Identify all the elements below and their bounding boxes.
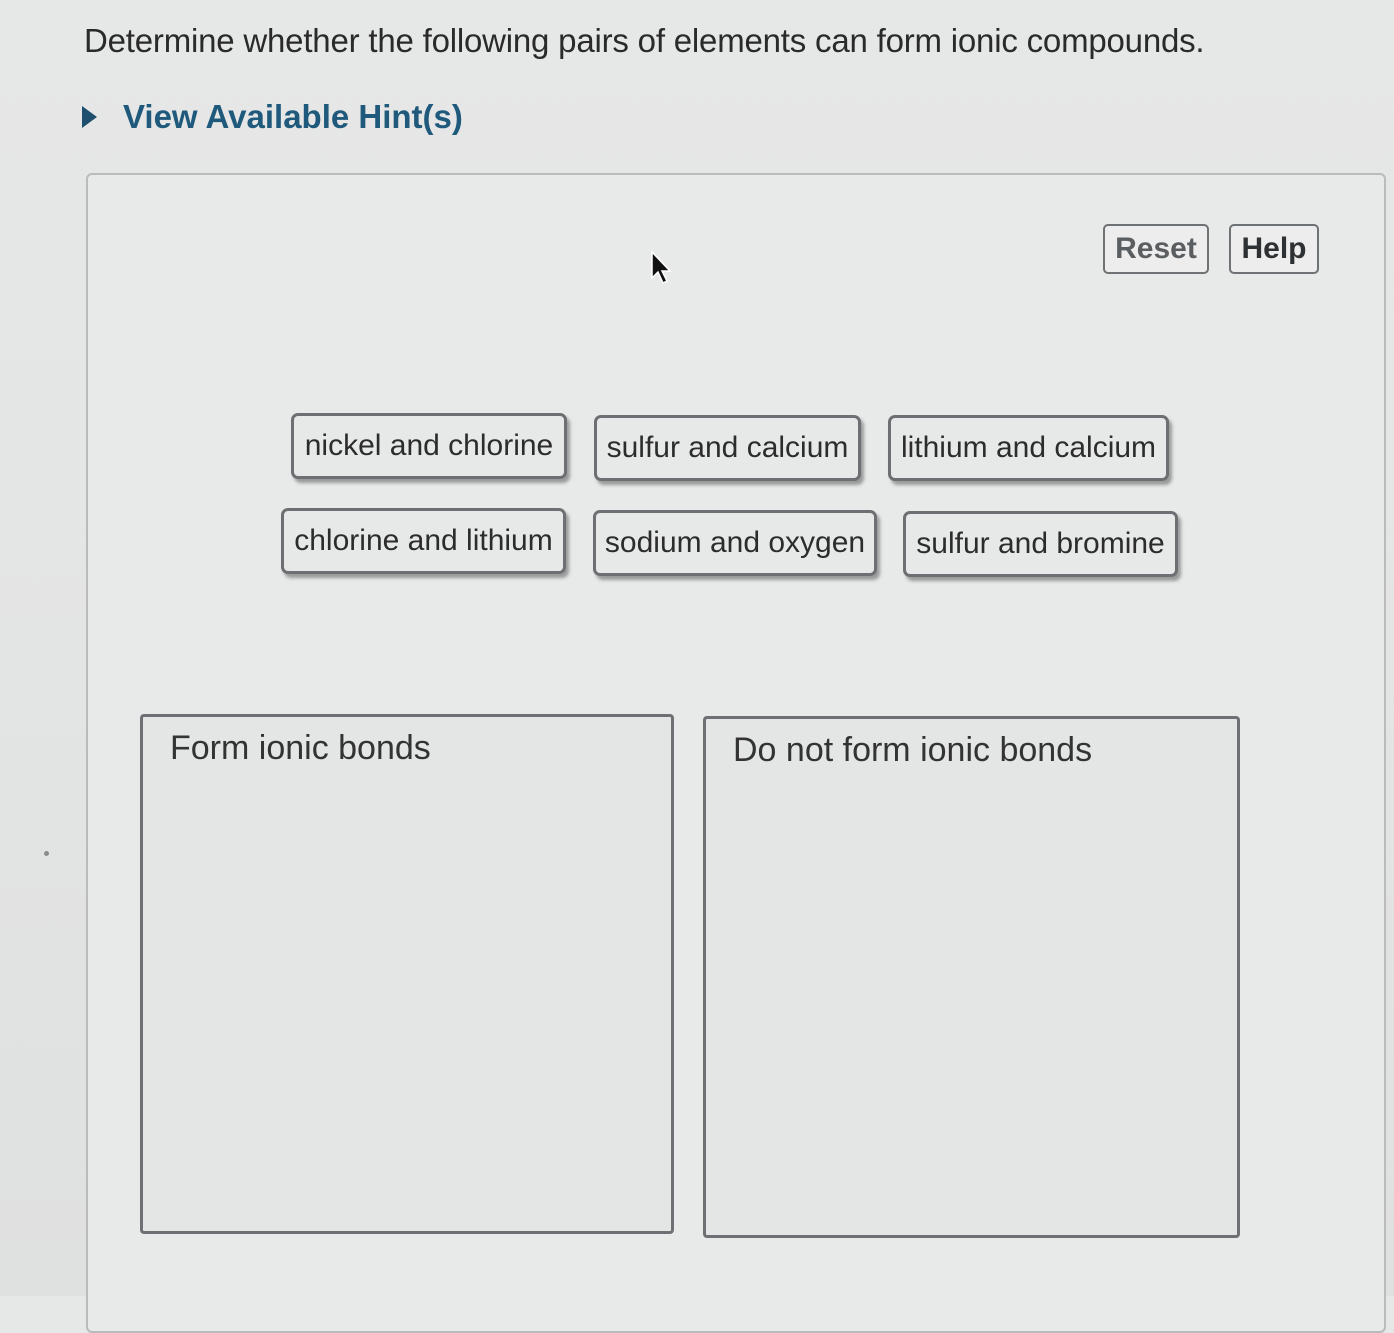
view-hints-toggle[interactable] xyxy=(82,98,463,136)
reset-button[interactable]: Reset xyxy=(1103,224,1209,274)
draggable-item-lithium-and-calcium[interactable]: lithium and calcium xyxy=(888,415,1169,481)
draggable-item-nickel-and-chlorine[interactable]: nickel and chlorine xyxy=(291,413,567,479)
screen-speck xyxy=(44,851,49,856)
mouse-pointer-icon xyxy=(650,250,672,286)
view-hints-label[interactable]: View Available Hint(s) xyxy=(123,98,463,135)
draggable-item-sulfur-and-calcium[interactable]: sulfur and calcium xyxy=(594,415,861,481)
draggable-item-chlorine-and-lithium[interactable]: chlorine and lithium xyxy=(281,508,566,574)
question-text: Determine whether the following pairs of elements can form ionic compounds. xyxy=(84,22,1205,59)
caret-right-icon[interactable] xyxy=(82,106,97,128)
draggable-item-sodium-and-oxygen[interactable]: sodium and oxygen xyxy=(593,510,877,576)
drop-zone-do-not-form-ionic-bonds[interactable] xyxy=(703,716,1240,1238)
drop-zone-form-ionic-bonds[interactable] xyxy=(140,714,674,1234)
drop-zone-title: Form ionic bonds xyxy=(170,729,431,767)
help-button[interactable]: Help xyxy=(1229,224,1319,274)
draggable-item-sulfur-and-bromine[interactable]: sulfur and bromine xyxy=(903,511,1178,577)
drop-zone-title: Do not form ionic bonds xyxy=(733,731,1093,769)
